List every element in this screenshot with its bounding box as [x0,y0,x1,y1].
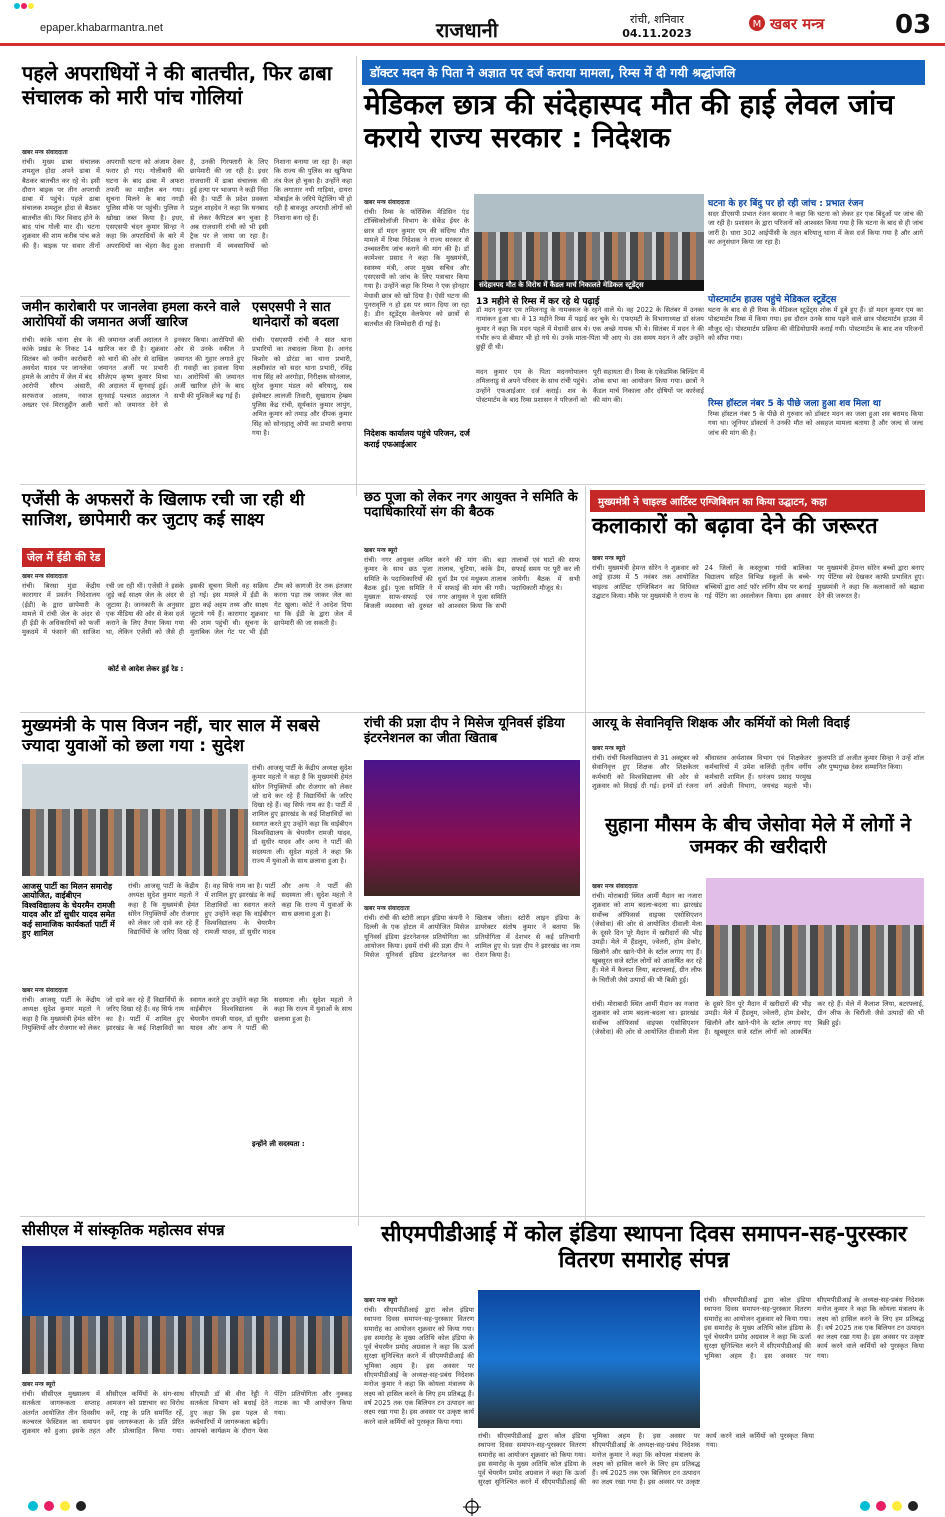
chhath-byline: खबर मन्त्र ब्यूरो [364,547,398,554]
black-dot-icon [908,1501,918,1511]
magenta-dot-icon [876,1501,886,1511]
pragya-byline: खबर मन्त्र संवाददाता [364,905,410,912]
site-url[interactable]: epaper.khabarmantra.net [40,22,163,34]
registration-bar [0,1497,945,1517]
fair-body: रांची। मोराबादी स्थित आर्मी मैदान का नजारा शुक्रवार को शाम बदला-बदला था। झारखंड सर्वोच्च ऑफिसर्स वाइफ्स एसोसिएशन (जेसोवा) की ओर से आयोजित दीवाली मेला के दूसरे दिन पूरे मैदान में खरीदारों की भीड़ उमड़ी। मेले में हैंडलूम, ज्वेलरी, होम डेकोर, खिलौने और खाने-पीने के स्टॉल लगाए गए हैं। खूबसूरत सजे स्टॉल लोगों को आकर्षित कर रहे हैं। मेले में कैलाश लिया, बटरफ्लाई, ग्रीन लीफ के चिरौंजी जैसे उत्पादों की भी बिक्री हुई। [592,892,702,984]
pragya-body: रांची। रांची की स्टोरी लाइन इंडिया कंपनी ने दिल्ली के एक होटल में आयोजित मिसेज यूनिवर्स इंडिया इंटरनेशनल प्रतियोगिता का आयोजन किया। इसमें रांची की प्रज्ञा दीप ने मिसेज यूनिवर्स इंडिया इंटरनेशनल का खिताब जीता। स्टोरी लाइन इंडिया के डायरेक्टर संतोष कुमार ने बताया कि प्रतियोगिता में देशभर से कई प्रतिभागी शामिल हुए थे। प्रज्ञा दीप ने झारखंड का नाम रोशन किया है। [364,914,580,960]
row-divider [20,712,925,713]
cmpdi-body-3: रांची। सीएमपीडीआई द्वारा कोल इंडिया स्थापना दिवस समापन-सह-पुरस्कार वितरण समारोह का आयोजन शुक्रवार को किया गया। इस समारोह के मुख्य अतिथि कोल इंडिया के पूर्व चेयरमैन प्रमोद अग्रवाल ने कहा कि ऊर्जा सुरक्षा सुनिश्चित करने में सीएमपीडीआई की भूमिका अहम है। इस अवसर पर सीएमपीडीआई के अध्यक्ष-सह-प्रबंध निदेशक मनोज कुमार ने कहा कि कोयला मंत्रालय के लक्ष्य को हासिल करने के लिए हम प्रतिबद्ध हैं। वर्ष 2025 तक एक बिलियन टन उत्पादन का लक्ष्य रखा गया है। इस अवसर पर उत्कृष्ट कार्य करने वाले कर्मियों को पुरस्कृत किया गया। [704,1296,924,1360]
masthead [0,0,945,46]
ssp-headline: एसएसपी ने सात थानेदारों को बदला [252,300,339,331]
row-divider [20,296,350,297]
crosshair-icon [463,1498,481,1516]
ccl-headline: सीसीएल में सांस्कृतिक महोत्सव संपन्न [22,1221,225,1239]
cyan-dot-icon [860,1501,870,1511]
medical-photo-caption: संदेहास्पद मौत के विरोध में कैंडल मार्च निकालते मेडिकल स्टूडेंट्स [474,280,704,291]
black-dot-icon [76,1501,86,1511]
ed-body: रांची। बिरसा मुंडा केंद्रीय कारागार में प्रवर्तन निदेशालय (ईडी) के द्वारा छापेमारी के मामले में रांची जेल के अंदर से ही ईडी के अधिकारियों को फर्जी मुकदमे में फंसाने की साजिश रची जा रही थी। एजेंसी ने इसके जुड़े कई साक्ष्य जेल के अंदर से जुटाया है। जानकारी के अनुसार एक मीडिया की ओर से केस दर्ज कराने के लिए तैयार किया गया था, लेकिन एजेंसी को जैसे ही इसकी सूचना मिली वह सक्रिय हो गई। इस मामले में ईडी के द्वारा कई अहम तथ्य और साक्ष्य जुटाये गये हैं। कारागार शुक्रवार की शाम पहुंची थी। सूचना के मुताबिक जेल गेट पर भी ईडी टीम को कागजी देर तक इंतजार करना पड़ा तब जाकर जेल का गेट खुला। कोर्ट ने आदेश दिया था कि ईडी के द्वारा जेल में छापेमारी की जा सकती है। [22,582,352,637]
medical-subhead-2: निदेशक कार्यालय पहुंचे परिजन, दर्ज कराई एफआईआर [364,429,470,449]
page-number: 03 [895,10,932,40]
medical-box2-body: घटना के बाद से ही रिम्स के मेडिकल स्टूडेंट्स शोक में डूबे हुए हैं। डॉ मदन कुमार एम का पोस्टमार्टम रिम्स में किया गया। इस दौरान उनके साथ पढ़ने वाले छात्र पोस्टमार्टम हाउस में मौजूद रहे। पोस्टमार्टम प्रक्रिया की वीडियोग्राफी कराई गयी। पोस्टमार्टम के बाद शव परिजनों को सौंपा गया। [708,306,923,342]
sudesh-body-side: रांची। आजसू पार्टी के केंद्रीय अध्यक्ष सुदेश कुमार महतो ने कहा है कि मुख्यमंत्री हेमंत सोरेन नियुक्तियों और रोजगार को लेकर जो दावे कर रहे हैं विद्यार्थियों के जरिए दिखा रहे हैं। वह सिर्फ नाम का है। पार्टी में शामिल हुए झारखंड के कई शिक्षाविदों का स्वागत करते हुए उन्होंने कहा कि वाईबीएन विश्वविद्यालय के चेयरमैन रामजी यादव, डॉ सुधीर यादव और अन्य ने पार्टी की सदस्यता ली। सुदेश महतो ने कहा कि राज्य में युवाओं के साथ छलावा हुआ है। [252,764,352,865]
sudesh-subhead: इन्होंने ली सदस्यता : [252,1140,305,1148]
fair-byline: खबर मन्त्र संवाददाता [592,883,638,890]
city-day: रांची, शनिवार [629,13,685,26]
issue-date: 04.11.2023 [622,27,692,40]
cmpdi-body-2: रांची। सीएमपीडीआई द्वारा कोल इंडिया स्थापना दिवस समापन-सह-पुरस्कार वितरण समारोह का आयोजन शुक्रवार को किया गया। इस समारोह के मुख्य अतिथि कोल इंडिया के पूर्व चेयरमैन प्रमोद अग्रवाल ने कहा कि ऊर्जा सुरक्षा सुनिश्चित करने में सीएमपीडीआई की भूमिका अहम है। इस अवसर पर सीएमपीडीआई के अध्यक्ष-सह-प्रबंध निदेशक मनोज कुमार ने कहा कि कोयला मंत्रालय के लक्ष्य को हासिल करने के लिए हम प्रतिबद्ध हैं। वर्ष 2025 तक एक बिलियन टन उत्पादन का लक्ष्य रखा गया है। इस अवसर पर उत्कृष्ट कार्य करने वाले कर्मियों को पुरस्कृत किया गया। [478,1432,814,1487]
row-divider [20,1216,925,1217]
fair-headline: सुहाना मौसम के बीच जेसोवा मेले में लोगों ने जमकर की खरीदारी [604,814,912,859]
fair-body-2: रांची। मोराबादी स्थित आर्मी मैदान का नजारा शुक्रवार को शाम बदला-बदला था। झारखंड सर्वोच्च ऑफिसर्स वाइफ्स एसोसिएशन (जेसोवा) की ओर से आयोजित दीवाली मेला के दूसरे दिन पूरे मैदान में खरीदारों की भीड़ उमड़ी। मेले में हैंडलूम, ज्वेलरी, होम डेकोर, खिलौने और खाने-पीने के स्टॉल लगाए गए हैं। खूबसूरत सजे स्टॉल लोगों को आकर्षित कर रहे हैं। मेले में कैलाश लिया, बटरफ्लाई, ग्रीन लीफ के चिरौंजी जैसे उत्पादों की भी बिक्री हुई। [592,1000,924,1036]
ed-tag: जेल में ईडी की रेड [22,548,105,567]
land-body: रांची। कांके थाना क्षेत्र के कांके प्रखंड के निकट 14 सितंबर को जमीन कारोबारी अवधेश यादव पर जानलेवा हमले के आरोप में जेल में बंद आरोपी सौरभ अंसारी, सरफराज आलम, नवाज अख्तर एवं मिराजुद्दीन अली की जमानत अर्जी अदालत ने खारिज कर दी है। शुक्रवार को चारों की ओर से दाखिल जमानत अर्जी पर प्रभारी सीजेएम कृष्ण कुमार मिश्रा की अदालत में सुनवाई हुई। सुनवाई पश्चात अदालत ने चारों को जमानत देने से इनकार किया। आरोपियों की ओर से उनके वकील ने जमानत की गुहार लगाते हुए दी गवाही का हवाला दिया था। आरोपियों की जमानत अर्जी खारिज होने के बाद सभी की मुश्किलें बढ़ गई हैं। [22,336,244,410]
pragya-headline: रांची की प्रज्ञा दीप ने मिसेज यूनिवर्स इंडिया इंटरनेशनल का जीता खिताब [364,716,565,747]
column-divider [585,806,586,1226]
medical-box1-body: सदर डीएसपी प्रभात रंजन बरवार ने कहा कि घटना को लेकर हर एक बिंदुओं पर जांच की जा रही है। प्रशासन के द्वारा परिजनों को आश्वस्त किया गया है कि घटना के बाद से ही जांच जारी है। धारा 302 आईपीसी के तहत बरियातू थाना में केस दर्ज किया गया है और आगे का अनुसंधान किया जा रहा है। [708,210,923,246]
ed-headline: एजेंसी के अफसरों के खिलाफ रची जा रही थी साजिश, छापेमारी कर जुटाए कई साक्ष्य [22,490,305,531]
dhaba-body: रांची। मुख्य ढाबा संचालक शमशुल होदा अपने ढाबा में बैठकर बातचीत कर रहे थे। इसी दौरान बाइक पर तीन अपराधी ढाबा में पहुंचे। पहले ढाबा संचालक शमशुल होदा से बैठकर बातचीत की। फिर विवाद होने के बाद पांच गोली मार दी। घटना शुक्रवार की शाम करीब पांच बजे की है। बाइक पर सवार तीनों अपराधी घटना को अंजाम देकर फरार हो गए। गोलीबारी की घटना के बाद ढाबा में अफरा तफरी का माहौल बन गया। सूचना मिलने के बाद नगड़ी पुलिस मौके पर पहुंची। पुलिस ने खोखा जब्त किया है। इधर, एसएसपी चंदन कुमार सिन्हा ने कहा कि अपराधियों के बारे में अपराधियों का चेहरा कैद हुआ है, उनकी गिरफ्तारी के लिए छापेमारी की जा रही है। इधर राजधानी में ढाबा संचालक की हुई हत्या पर भाजपा ने कड़ी निंदा की है। पार्टी के प्रदेश प्रवक्ता प्रतुल शाहदेव ने कहा कि घनबाद से लेकर कैपिटल बन चुका है अब राजधानी रांची को भी इसी ट्रैक पर ले जाया जा रहा है। राजधानी में व्यवसायियों को निशाना बनाया जा रहा है। कहा कि राज्य की पुलिस का खुफिया तंत्र फेल हो चुका है। उन्होंने कहा कि लगातार नयी गाड़ियां, दायरा मोबाईल के जरिये पेट्रोलिंग भी हो रही है बावजूद अपराधी लोगों को निशाना बना रहे हैं। [22,158,352,250]
medical-box1-title: घटना के हर बिंदु पर हो रही जांच : प्रभात रंजन [708,199,864,209]
ccl-photo [22,1246,352,1374]
retire-headline: आरयू के सेवानिवृत्ति शिक्षक और कर्मियों को मिली विदाई [592,715,850,730]
sudesh-byline: खबर मन्त्र संवाददाता [22,987,68,994]
retire-byline: खबर मन्त्र ब्यूरो [592,745,626,752]
medical-byline: खबर मन्त्र संवाददाता [364,199,410,206]
dhaba-headline: पहले अपराधियों ने की बातचीत, फिर ढाबा संचालक को मारी पांच गोलियां [22,61,332,109]
column-divider [358,806,359,1226]
medical-subhead-1: 13 महीने से रिम्स में कर रहे थे पढ़ाई [476,297,600,307]
cmpdi-byline: खबर मन्त्र ब्यूरो [364,1297,398,1304]
yellow-dot-icon [60,1501,70,1511]
section-title: राजधानी [436,18,498,42]
sudesh-body: रांची। आजसू पार्टी के केंद्रीय अध्यक्ष सुदेश कुमार महतो ने कहा है कि मुख्यमंत्री हेमंत सोरेन नियुक्तियों और रोजगार को लेकर जो दावे कर रहे हैं विद्यार्थियों के जरिए दिखा रहे हैं। वह सिर्फ नाम का है। पार्टी में शामिल हुए झारखंड के कई शिक्षाविदों का स्वागत करते हुए उन्होंने कहा कि वाईबीएन विश्वविद्यालय के चेयरमैन रामजी यादव, डॉ सुधीर यादव और अन्य ने पार्टी की सदस्यता ली। सुदेश महतो ने कहा कि राज्य में युवाओं के साथ छलावा हुआ है। [128,882,352,937]
column-divider [356,56,357,496]
land-headline: जमीन कारोबारी पर जानलेवा हमला करने वाले आरोपियों की जमानत अर्जी खारिज [22,300,240,331]
medical-box2-title: पोस्टमार्टम हाउस पहुंचे मेडिकल स्टूडेंट्स [708,295,837,305]
svg-text:M: M [752,19,762,30]
ccl-byline: खबर मन्त्र ब्यूरो [22,1381,56,1388]
sudesh-photo [22,764,248,876]
medical-headline: मेडिकल छात्र की संदेहास्पद मौत की हाई लेवल जांच कराये राज्य सरकार : निदेशक [364,88,895,155]
retire-body: रांची। रांची विश्वविद्यालय से 31 अक्टूबर को सेवानिवृत्त हुए शिक्षक और शिक्षकेतर कर्मचारी को विश्वविद्यालय की ओर से शुक्रवार को विदाई दी गई। इनमें डॉ रंजना श्रीवास्तव अर्थशास्त्र विभाग एवं शिक्षकेतर कर्मचारियों में उमेश कलिंदी तृतीय वर्गीय कर्मचारी शामिल हैं। धनंजय प्रसाद परमुख वर्ग अंग्रेजी विभाग, जयचंद्र महतो भी। कुलपति डॉ अजीत कुमार सिन्हा ने उन्हें शॉल और पुष्पगुच्छ देकर सम्मानित किया। [592,754,924,790]
brand-name: खबर मन्त्र [770,15,825,33]
cm-art-headline: कलाकारों को बढ़ावा देने की जरूरत [592,514,878,539]
candle-march-photo [474,194,704,290]
magenta-dot-icon [44,1501,54,1511]
cyan-dot-icon [28,1501,38,1511]
medical-body-3: मदन कुमार एम के पिता मदनगोपालन तमिलनाडु से अपने परिवार के साथ रांची पहुंचे। उन्होंने एफआईआर दर्ज कराई। शव के पोस्टमार्टम के बाद रिम्स प्रशासन ने परिजनों को पूरी सहायता दी। रिम्स के एकेडमिक बिल्डिंग में शोक सभा का आयोजन किया गया। छात्रों ने कैंडल मार्च निकाला और दोषियों पर कार्रवाई की मांग की। [476,368,704,404]
ssp-body: रांची। एसएसपी रांची ने सात थाना प्रभारियों का तबादला किया है। आनंद किशोर को डोरंडा का थाना प्रभारी, लक्ष्मीकांत को सदर थाना प्रभारी, रविंद्र नाथ सिंह को अरगोड़ा, निरीक्षक सोनलाल, सुरेश कुमार मंडल को बरियातू, सब इंस्पेक्टर लालजी तिवारी, सुखाराम हेम्ब्रम पुलिस केंद्र रांची, सूर्यकांत कुमार लापुंग, अमित कुमार को तमाड़ और दीपक कुमार सिंह को सोनाहातू ओपी का प्रभारी बनाया गया है। [252,336,352,437]
color-registration-icon [14,2,34,10]
row-divider [20,484,925,485]
cm-art-byline: खबर मन्त्र ब्यूरो [592,555,626,562]
yellow-dot-icon [892,1501,902,1511]
ed-subhead: कोर्ट से आदेश लेकर हुई रेड : [108,665,184,673]
cmpdi-headline: सीएमपीडीआई में कोल इंडिया स्थापना दिवस समापन-सह-पुरस्कार वितरण समारोह संपन्न [381,1222,907,1273]
chhath-body: रांची। नगर आयुक्त अमित कुमार के साथ छठ पूजा समिति के पदाधिकारियों की बैठक हुई। पूजा समिति ने मुख्यतः साफ-सफाई एवं बिजली व्यवस्था को दुरुस्त करने की मांग की। बड़ा तालाब, चुटिया, कांके डैम, धुर्वा डैम एवं मधुकम तालाब में सफाई की मांग की गयी। नगर आयुक्त ने पूजा समिति को आश्वस्त किया कि सभी तालाबों एवं घाटों की साफ सफाई समय पर पूरी कर ली जायेगी। बैठक में सभी पदाधिकारी मौजूद थे। [364,556,580,611]
ed-byline: खबर मन्त्र संवाददाता [22,573,68,580]
medical-body-1: रांची। रिम्स के फॉरेंसिक मेडिसिन एंड टॉक्सिकोलॉजी विभाग के सेकेंड ईयर के छात्र डॉ मदन कुमार एम की संदिग्ध मौत मामले में रिम्स निदेशक ने राज्य सरकार से उच्चस्तरीय जांच कराने की मांग की है। डॉ कामेश्वर प्रसाद ने कहा कि मुख्यमंत्री, स्वास्थ्य मंत्री, अपर मुख्य सचिव और एसएसपी को जांच के लिए पत्राचार किया गया है। उन्होंने कहा कि रिम्स ने एक होनहार मेधावी छात्र को खो दिया है। ऐसी घटना की पुनरावृत्ति न हो इस पर ध्यान दिया जा रहा है। डीन स्टूडेंट्स वेलफेयर को छात्रों से बातचीत की जिम्मेदारी दी गई है। [364,208,469,328]
cm-art-body: रांची। मुख्यमंत्री हेमन्त सोरेन ने शुक्रवार को आड्रे हाउस में 5 नवंबर तक आयोजित चाइल्ड आर्टिस्ट एग्जिबिशन का विधिवत उद्घाटन किया। मौके पर मुख्यमंत्री ने राज्य के 24 जिलों के कस्तूरबा गांधी बालिका विद्यालय सहित विभिन्न स्कूलों के बच्चे-बच्चियों द्वारा आर्ट फॉर लर्निंग थीम पर बनाई गई पेंटिंग का अवलोकन किया। इस अवसर पर मुख्यमंत्री हेमन्त सोरेन बच्चों द्वारा बनाए गए पेंटिंग्स को देखकर काफी प्रभावित हुए। मुख्यमंत्री ने कहा कि कलाकारों को बढ़ावा देने की जरूरत है। [592,564,924,600]
cm-art-strap: मुख्यमंत्री ने चाइल्ड आर्टिस्ट एग्जिबिशन का किया उद्घाटन, कहा [590,490,925,512]
sudesh-headline: मुख्यमंत्री के पास विजन नहीं, चार साल में सबसे ज्यादा युवाओं को छला गया : सुदेश [22,716,320,757]
medical-box3-title: रिम्स हॉस्टल नंबर 5 के पीछे जला हुआ शव मिला था [708,399,881,409]
dhaba-byline: खबर मन्त्र संवाददाता [22,149,68,156]
medical-box3-body: रिम्स हॉस्टल नंबर 5 के पीछे से गुरुवार को डॉक्टर मदन का जला हुआ शव बरामद किया गया था। जूनियर डॉक्टर्स ने उनकी मौत को असहज मामला बताया है और जल्द से जल्द जांच की मांग की है। [708,410,923,437]
brand-logo-icon [748,14,766,32]
medical-strap: डॉक्टर मदन के पिता ने अज्ञात पर दर्ज कराया मामला, रिम्स में दी गयी श्रद्धांजलि [362,60,925,85]
fair-photo [706,878,924,996]
sudesh-body-main: रांची। आजसू पार्टी के केंद्रीय अध्यक्ष सुदेश कुमार महतो ने कहा है कि मुख्यमंत्री हेमंत सोरेन नियुक्तियों और रोजगार को लेकर जो दावे कर रहे हैं विद्यार्थियों के जरिए दिखा रहे हैं। वह सिर्फ नाम का है। पार्टी में शामिल हुए झारखंड के कई शिक्षाविदों का स्वागत करते हुए उन्होंने कहा कि वाईबीएन विश्वविद्यालय के चेयरमैन रामजी यादव, डॉ सुधीर यादव और अन्य ने पार्टी की सदस्यता ली। सुदेश महतो ने कहा कि राज्य में युवाओं के साथ छलावा हुआ है। [22,996,352,1032]
cmpdi-photo [478,1290,700,1428]
medical-body-2: डॉ मदन कुमार एम तमिलनाडु के नामक्कल के रहने वाले थे। वह 2022 के सितंबर में उनका नामांकन हुआ था। वे 13 महीने रिम्स में पढ़ाई कर चुके थे। एफएमटी के विभागाध्यक्ष डॉ संजय कुमार ने कहा कि मदन पहले में मेधावी छात्र थे। एक अच्छे गायक भी थे। सितंबर में मदन ने की गंभीर रूप से बीमार भी हो गये थे। उनके माता-पिता भी आए थे। उस समय मदन ने और उन्होंने छुट्टी दी थी। [476,306,704,352]
dateline [612,13,702,41]
ccl-body: रांची। सीसीएल मुख्यालय में सतर्कता जागरूकता सप्ताह अंतर्गत आयोजित तीन दिवसीय कल्चरल फेस्टिवल का समापन शुक्रवार को हुआ। इसके तहत सीसीएल कर्मियों के संग-साथ आमजन को प्रष्टाचार का विरोध करें, राष्ट्र के प्रति समर्पित रहें, इस जागरूकता के प्रति प्रेरित और प्रोत्साहित किया गया। सीएमडी डॉ बी वीरा रेड्डी ने सतर्कता विभाग को बधाई देते हुए कहा कि इस पहल से कर्मचारियों में जागरूकता बढ़ेगी। आपको कार्यक्रम के दौरान फेस पेंटिंग प्रतियोगिता और नुक्कड़ नाटक का भी आयोजन किया गया। [22,1390,352,1436]
column-divider [585,486,586,806]
pragya-photo [364,760,580,896]
chhath-headline: छठ पूजा को लेकर नगर आयुक्त ने समिति के पदाधिकारियों संग की बैठक [364,490,578,521]
cmpdi-body-1: रांची। सीएमपीडीआई द्वारा कोल इंडिया स्थापना दिवस समापन-सह-पुरस्कार वितरण समारोह का आयोजन शुक्रवार को किया गया। इस समारोह के मुख्य अतिथि कोल इंडिया के पूर्व चेयरमैन प्रमोद अग्रवाल ने कहा कि ऊर्जा सुरक्षा सुनिश्चित करने में सीएमपीडीआई की भूमिका अहम है। इस अवसर पर सीएमपीडीआई के अध्यक्ष-सह-प्रबंध निदेशक मनोज कुमार ने कहा कि कोयला मंत्रालय के लक्ष्य को हासिल करने के लिए हम प्रतिबद्ध हैं। वर्ष 2025 तक एक बिलियन टन उत्पादन का लक्ष्य रखा गया है। इस अवसर पर उत्कृष्ट कार्य करने वाले कर्मियों को पुरस्कृत किया गया। [364,1306,474,1426]
sudesh-caption: आजसू पार्टी का मिलन समारोह आयोजित, वाईबीएन विश्वविद्यालय के चेयरमैन रामजी यादव और डॉ सुधीर यादव समेत कई सामाजिक कार्यकर्ता पार्टी में हुए शामिल [22,882,115,939]
